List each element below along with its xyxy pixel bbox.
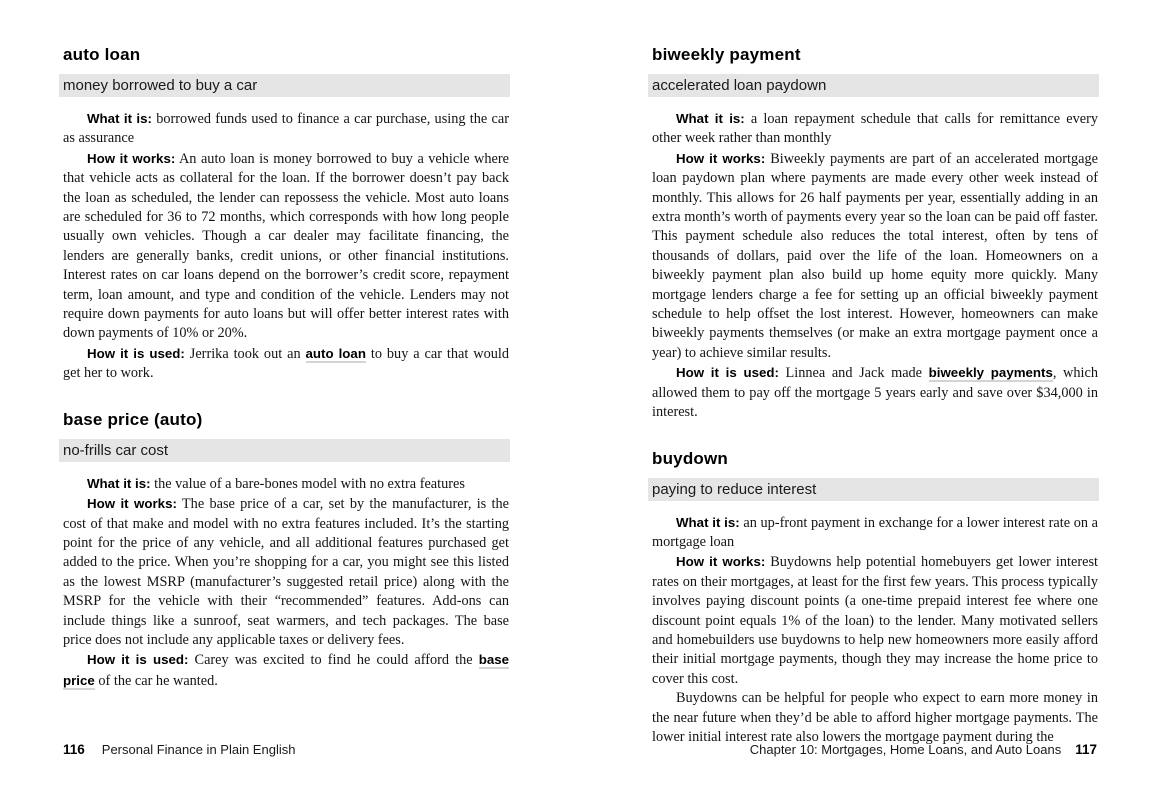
entry-tagline: accelerated loan paydown bbox=[648, 74, 1099, 97]
what-it-is-label: What it is: bbox=[87, 475, 151, 491]
how-it-works-label: How it works: bbox=[87, 150, 176, 166]
what-it-is-paragraph bbox=[63, 474, 509, 494]
usage-text-post: of the car he wanted. bbox=[94, 672, 218, 689]
what-it-is-label: What it is: bbox=[87, 111, 152, 126]
glossary-entry-biweekly-payment bbox=[652, 45, 1098, 423]
how-it-works-text: Biweekly payments are part of an accelerated mortgage loan paydown plan where payments are made every other week instead of monthly. This allows for 26 half payments per year, essentially adding in an extra month’s worth of payments every year so the loan can be paid off faster. This payment schedule also reduces the total interest, often by tens of thousands of dollars, paid over the life of the loan. Homeowners on a biweekly payment plan also build up home equity more quickly. Many mortgage lenders charge a fee for setting up an official biweekly payment schedule to help offset the lost interest. However, homeowners can make biweekly payments themselves (or make an extra mortgage payment once a year) to achieve similar results. bbox=[652, 150, 1099, 361]
what-it-is-text: borrowed funds used to finance a car purchase, using the car as assurance bbox=[63, 111, 509, 147]
what-it-is-text: a loan repayment schedule that calls for remittance every other week rather than monthly bbox=[652, 111, 1098, 147]
usage-term-reference: biweekly payments bbox=[928, 365, 1053, 381]
entry-body bbox=[63, 474, 509, 691]
entry-body bbox=[652, 513, 1098, 748]
what-it-is-text: an up-front payment in exchange for a lower interest rate on a mortgage loan bbox=[652, 514, 1098, 550]
what-it-is-paragraph bbox=[63, 109, 509, 149]
how-it-works-label: How it works: bbox=[676, 150, 766, 166]
what-it-is-text: the value of a bare-bones model with no extra features bbox=[150, 475, 465, 492]
entry-body bbox=[63, 109, 509, 384]
glossary-entry-buydown bbox=[652, 449, 1098, 748]
what-it-is-paragraph bbox=[652, 109, 1098, 149]
how-it-works-label: How it works: bbox=[676, 554, 766, 570]
how-it-is-used-label: How it is used: bbox=[676, 365, 779, 381]
page-left-column bbox=[63, 45, 509, 691]
usage-text-post: to buy a car that would get her to work. bbox=[63, 345, 509, 382]
usage-term-reference: base price bbox=[63, 652, 510, 688]
footer-left bbox=[63, 742, 295, 757]
glossary-entry-base-price bbox=[63, 410, 509, 691]
how-it-works-paragraph bbox=[63, 494, 509, 650]
how-it-works-label: How it works: bbox=[87, 496, 177, 512]
usage-text-pre: Linnea and Jack made bbox=[778, 365, 929, 382]
entry-term: auto loan bbox=[63, 45, 141, 64]
entry-tagline: no-frills car cost bbox=[59, 439, 510, 462]
entry-term: biweekly payment bbox=[652, 45, 801, 64]
usage-term-reference: auto loan bbox=[305, 345, 366, 361]
usage-text-pre: Carey was excited to find he could afford the bbox=[188, 652, 479, 669]
how-it-is-used-paragraph bbox=[652, 363, 1098, 422]
what-it-is-label: What it is: bbox=[676, 111, 745, 126]
usage-text-post: , which allowed them to pay off the mortgage 5 years early and save over $34,000 in interest. bbox=[652, 365, 1098, 421]
page-number-right: 117 bbox=[1075, 742, 1097, 757]
book-title: Personal Finance in Plain English bbox=[101, 742, 296, 757]
how-it-works-paragraph bbox=[63, 149, 509, 344]
how-it-is-used-label: How it is used: bbox=[87, 652, 189, 668]
chapter-title: Chapter 10: Mortgages, Home Loans, and Auto Loans bbox=[749, 742, 1062, 757]
page-right-column bbox=[652, 45, 1098, 747]
how-it-is-used-label: How it is used: bbox=[87, 345, 185, 361]
entry-tagline: paying to reduce interest bbox=[648, 478, 1099, 501]
entry-body bbox=[652, 109, 1098, 423]
how-it-works-text: Buydowns help potential homebuyers get lower interest rates on their mortgages, at least for the first few years. This process typically involves paying discount points (a one-time prepaid interest fee where one discount point equals 1% of the loan) to the lender. Many motivated sellers and homebuilders use buydowns to help new homeowners more easily afford their initial mortgage payments, though they may increase the home price to cover this cost. bbox=[652, 554, 1099, 687]
how-it-is-used-paragraph bbox=[63, 650, 509, 691]
entry-term: buydown bbox=[652, 448, 728, 468]
how-it-works-paragraph-2 bbox=[652, 689, 1098, 747]
how-it-works-paragraph bbox=[652, 149, 1098, 363]
entry-term: base price (auto) bbox=[63, 409, 203, 429]
glossary-entry-auto-loan bbox=[63, 45, 509, 384]
what-it-is-paragraph bbox=[652, 513, 1098, 553]
entry-tagline: money borrowed to buy a car bbox=[59, 74, 510, 97]
how-it-works-text: An auto loan is money borrowed to buy a vehicle where that vehicle acts as collateral for the loan. If the borrower doesn’t pay back the loan as scheduled, the lender can repossess the vehicle. Most auto loans are scheduled for 36 to 72 months, which corresponds with how long people usually own vehicles. Though a car dealer may facilitate financing, the lenders are generally banks, credit unions, or other financial institutions. Interest rates on car loans depend on the borrower’s credit score, repayment term, loan amount, and type and condition of the vehicle. Lenders may not require down payments for auto loans but will offer better interest rates with down payments of 10% or 20%. bbox=[63, 150, 509, 342]
usage-text-pre: Jerrika took out an bbox=[184, 345, 306, 362]
how-it-is-used-paragraph bbox=[63, 344, 509, 384]
how-it-works-text-2: Buydowns can be helpful for people who expect to earn more money in the near future when they’d be able to afford higher mortgage payments. The lower initial interest rate also lowers the mortgage payment during the bbox=[652, 690, 1098, 745]
what-it-is-label: What it is: bbox=[676, 514, 740, 530]
how-it-works-paragraph bbox=[652, 552, 1098, 689]
footer-right bbox=[750, 742, 1097, 757]
how-it-works-text: The base price of a car, set by the manufacturer, is the cost of that make and model with no extra features included. It’s the starting point for the price of any vehicle, and all additional features purchased get added to the price. When you’re shopping for a car, you might see this listed as the lowest MSRP (manufacturer’s suggested retail price) along with the MSRP for the vehicle with their “recommended” features. Add-ons can include things like a sunroof, seat warmers, and tech packages. The base price does not include any applicable taxes or delivery fees. bbox=[63, 496, 509, 648]
page-number-left: 116 bbox=[63, 742, 85, 757]
